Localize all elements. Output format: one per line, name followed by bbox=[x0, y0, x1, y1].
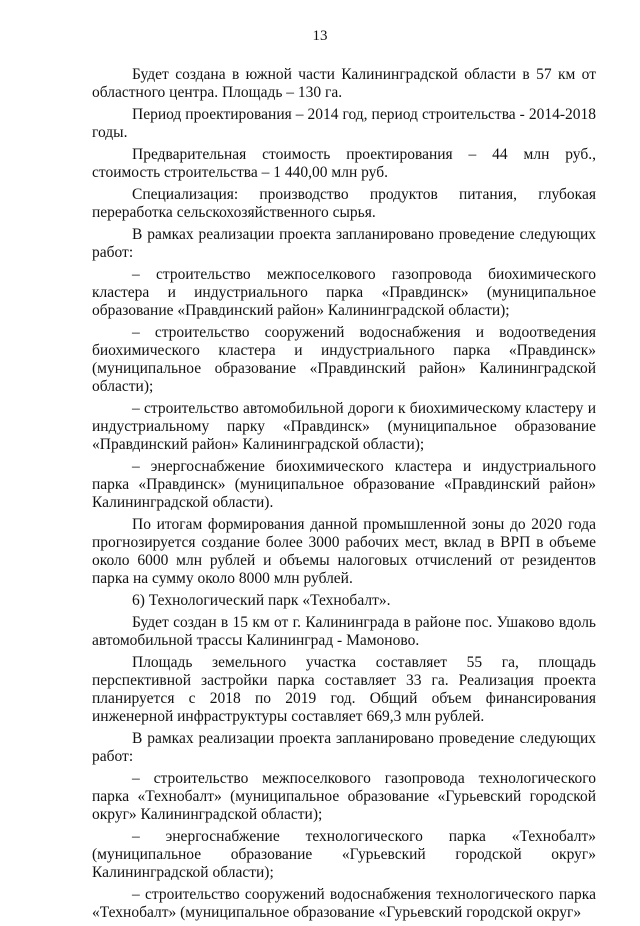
paragraph-period: Период проектирования – 2014 год, период строительства - 2014-2018 годы. bbox=[92, 106, 596, 141]
list-item-gas-pipeline-2: – строительство межпоселкового газопровода технологического парка «Технобалт» (муниципальное образование «Гурьевский городской округ» Калининградской области); bbox=[92, 770, 596, 823]
list-item-water-supply-2: – строительство сооружений водоснабжения технологического парка «Технобалт» (муниципальное образование «Гурьевский городской округ» bbox=[92, 886, 596, 921]
list-item-road: – строительство автомобильной дороги к биохимическому кластеру и индустриальному парку «Правдинск» (муниципальное образование «Правдинский район» Калининградской области); bbox=[92, 400, 596, 453]
paragraph-specialization: Специализация: производство продуктов питания, глубокая переработка сельскохозяйственного сырья. bbox=[92, 186, 596, 221]
list-item-gas-pipeline: – строительство межпоселкового газопровода биохимического кластера и индустриального парка «Правдинск» (муниципальное образование «Правдинский район» Калининградской области); bbox=[92, 266, 596, 319]
list-item-power-supply-2: – энергоснабжение технологического парка «Технобалт» (муниципальное образование «Гурьевский городской округ» Калининградской области); bbox=[92, 828, 596, 881]
paragraph-works-intro-2: В рамках реализации проекта запланировано проведение следующих работ: bbox=[92, 730, 596, 765]
paragraph-forecast: По итогам формирования данной промышленной зоны до 2020 года прогнозируется создание более 3000 рабочих мест, вклад в ВРП в объеме около 6000 млн рублей и объемы налоговых отчислений от резидентов парка на сумму около 8000 млн рублей. bbox=[92, 516, 596, 587]
section-heading-technobalt: 6) Технологический парк «Технобалт». bbox=[132, 592, 391, 609]
list-item-water-supply: – строительство сооружений водоснабжения и водоотведения биохимического кластера и индустриального парка «Правдинск» (муниципальное образование «Правдинский район» Калининградской области); bbox=[92, 324, 596, 395]
list-item-power-supply: – энергоснабжение биохимического кластера и индустриального парка «Правдинск» (муниципальное образование «Правдинский район» Калининградской области). bbox=[92, 458, 596, 511]
paragraph-works-intro: В рамках реализации проекта запланировано проведение следующих работ: bbox=[92, 226, 596, 261]
paragraph-technobalt-area: Площадь земельного участка составляет 55 га, площадь перспективной застройки парка составляет 33 га. Реализация проекта планируется с 2018 по 2019 год. Общий объем финансирования инженерной инфраструктуры составляет 669,3 млн рублей. bbox=[92, 654, 596, 725]
document-body bbox=[92, 66, 596, 926]
paragraph-cost: Предварительная стоимость проектирования – 44 млн руб., стоимость строительства – 1 440,00 млн руб. bbox=[92, 146, 596, 181]
page-number: 13 bbox=[312, 28, 328, 44]
paragraph-location: Будет создана в южной части Калининградской области в 57 км от областного центра. Площадь – 130 га. bbox=[92, 66, 596, 101]
paragraph-technobalt-location: Будет создан в 15 км от г. Калининграда в районе пос. Ушаково вдоль автомобильной трассы Калининград - Мамоново. bbox=[92, 614, 596, 649]
